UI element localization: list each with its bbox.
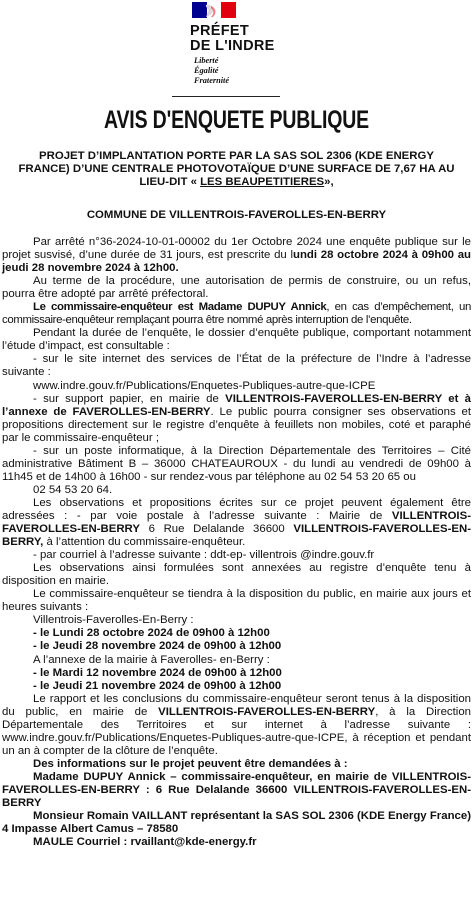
paragraph-text: Le rapport et les conclusions du commissaire-enquêteur seront tenus à la disposition du public, en mairie de	[2, 692, 471, 718]
paragraph-text: . Le public pourra consigner ses observations et propositions directement sur le registre d’enquête à feuillets non mobiles, coté et paraphé par le commissaire-enquêteur ;	[2, 405, 472, 444]
subject-line	[10, 176, 463, 189]
paragraph-text: à l’attention du commissaire-enquêteur.	[43, 536, 246, 549]
website-url: www.indre.gouv.fr/Publications/Enquetes-Publiques-autre-que-ICPE	[33, 379, 376, 392]
paragraph-text: Par arrêté n°36-2024-10-01-00002 du 1er Octobre 2024 une enquête publique sur le projet susvisé, d’une durée de 31 jours, est prescrite du l	[2, 236, 471, 262]
motto-fraternite: Fraternité	[194, 76, 230, 85]
location-faverolles: A l’annexe de la mairie à Faverolles- en-Berry :	[33, 653, 270, 666]
prefecture-name	[190, 24, 275, 54]
prefecture-name-line2: DE L'INDRE	[190, 38, 275, 54]
divider	[172, 96, 280, 97]
paragraph-text: Les observations et propositions écrites sur ce projet peuvent également être adressées : - par voie postale à l’adresse suivante : Mairie de	[2, 496, 471, 522]
paragraph-written-observations	[2, 497, 471, 549]
paragraph-arrete	[2, 236, 471, 275]
mairie-name: VILLENTROIS-FAVEROLLES-EN-BERRY	[2, 509, 471, 536]
paragraph-text: 6 Rue Delalande 36600	[139, 523, 294, 536]
commissioner-name: Le commissaire-enquêteur est Madame DUPUY Annick	[33, 301, 327, 314]
commune-heading: COMMUNE DE VILLENTROIS-FAVEROLLES-EN-BERRY	[86, 209, 387, 221]
paragraph-commissioner	[2, 301, 471, 327]
paragraph-website: - sur le site internet des services de l’État de la préfecture de l’Indre à l’adresse suivante :	[2, 353, 471, 379]
paragraph-computer: - sur un poste informatique, à la Direction Départementale des Territoires – Cité administrative Bâtiment B – 36000 CHATEAUROUX - du lundi au vendredi de 09h00 à 11h45 et de 14h00 à 16h00 - sur rendez-vous par téléphone au 02 54 53 20 65 ou	[2, 444, 471, 483]
paragraph-procedure: Au terme de la procédure, une autorisation de permis de construire, ou un refus, pourra être adopté par arrêté préfectoral.	[2, 275, 471, 301]
paragraph-email: - par courriel à l’adresse suivante : ddt-ep- villentrois @indre.gouv.fr	[33, 549, 375, 562]
subject-text: »,	[324, 176, 334, 188]
permanence-date: - le Mardi 12 novembre 2024 de 09h00 à 12h00	[33, 666, 282, 679]
subject-text: LIEU-DIT «	[139, 176, 201, 188]
permanence-date: - le Jeudi 28 novembre 2024 de 09h00 à 12h00	[33, 640, 282, 653]
lieu-dit-name: LES BEAUPETITIERES	[200, 176, 325, 188]
notice-body	[2, 236, 471, 849]
notice-title: AVIS D'ENQUETE PUBLIQUE	[103, 106, 370, 134]
motto-liberte: Liberté	[194, 56, 219, 65]
paragraph-text: , à la Direction Départementale des Territoires et sur internet à l’adresse suivante : www.indre.gouv.fr/Publications/Enquetes-Publiques-autre-que-ICPE, à réception et pendant un an à compter de la clôture de l’enquête.	[2, 705, 471, 757]
contact-developer: Monsieur Romain VAILLANT représentant la SAS SOL 2306 (KDE Energy France) 4 Impasse Albert Camus – 78580	[2, 810, 471, 836]
prefecture-name-line1: PRÉFET	[190, 23, 249, 39]
motto-egalite: Égalité	[194, 66, 219, 75]
paragraph-text: - sur support papier, en mairie de	[33, 392, 226, 405]
mairie-name: VILLENTROIS-FAVEROLLES-EN-BERRY et à l’annexe de FAVEROLLES-EN-BERRY	[2, 392, 471, 418]
paragraph-permanences: Le commissaire-enquêteur se tiendra à la disposition du public, en mairie aux jours et heures suivants :	[2, 588, 471, 614]
subject-line: FRANCE) D’UNE CENTRALE PHOTOVOTAÏQUE D’UNE SURFACE DE 7,67 HA AU	[18, 163, 455, 175]
paragraph-dossier: Pendant la durée de l’enquête, le dossier d’enquête publique, comportant notamment l’étude d’impact, est consultable :	[2, 327, 471, 353]
subject-line: PROJET D’IMPLANTATION PORTE PAR LA SAS SOL 2306 (KDE ENERGY	[39, 150, 434, 162]
paragraph-registry: Les observations ainsi formulées sont annexées au registre d’enquête tenu à disposition en mairie.	[2, 562, 471, 588]
location-villentrois: Villentrois-Faverolles-En-Berry :	[33, 614, 194, 627]
mairie-name: VILLENTROIS-FAVEROLLES-EN-BERRY,	[2, 523, 471, 549]
permanence-date: - le Lundi 28 octobre 2024 de 09h00 à 12h00	[33, 627, 270, 640]
mairie-name: VILLENTROIS-FAVEROLLES-EN-BERRY	[158, 705, 376, 718]
paragraph-text: , en cas d’empêchement, un commissaire-enquêteur remplaçant pourra être nommé après interruption de l’enquête.	[2, 301, 471, 327]
contact-email: MAULE Courriel : rvaillant@kde-energy.fr	[33, 836, 257, 849]
inquiry-dates: undi 28 octobre 2024 à 09h00 au jeudi 28 novembre 2024 à 12h00.	[2, 249, 471, 275]
paragraph-report	[2, 693, 471, 758]
contact-commissioner: Madame DUPUY Annick – commissaire-enquêteur, en mairie de VILLENTROIS-FAVEROLLES-EN-BERRY : 6 Rue Delalande 36600 VILLENTROIS-FAVEROLLES-EN-BERRY	[2, 770, 471, 810]
phone-number: 02 54 53 20 64.	[33, 483, 113, 496]
paragraph-paper	[2, 393, 471, 445]
project-subject	[10, 150, 463, 189]
contacts-heading: Des informations sur le projet peuvent être demandées à :	[33, 757, 348, 770]
motto	[194, 56, 229, 86]
permanence-date: - le Jeudi 21 novembre 2024 de 09h00 à 12h00	[33, 679, 282, 692]
marianne-flag-icon	[192, 2, 236, 18]
